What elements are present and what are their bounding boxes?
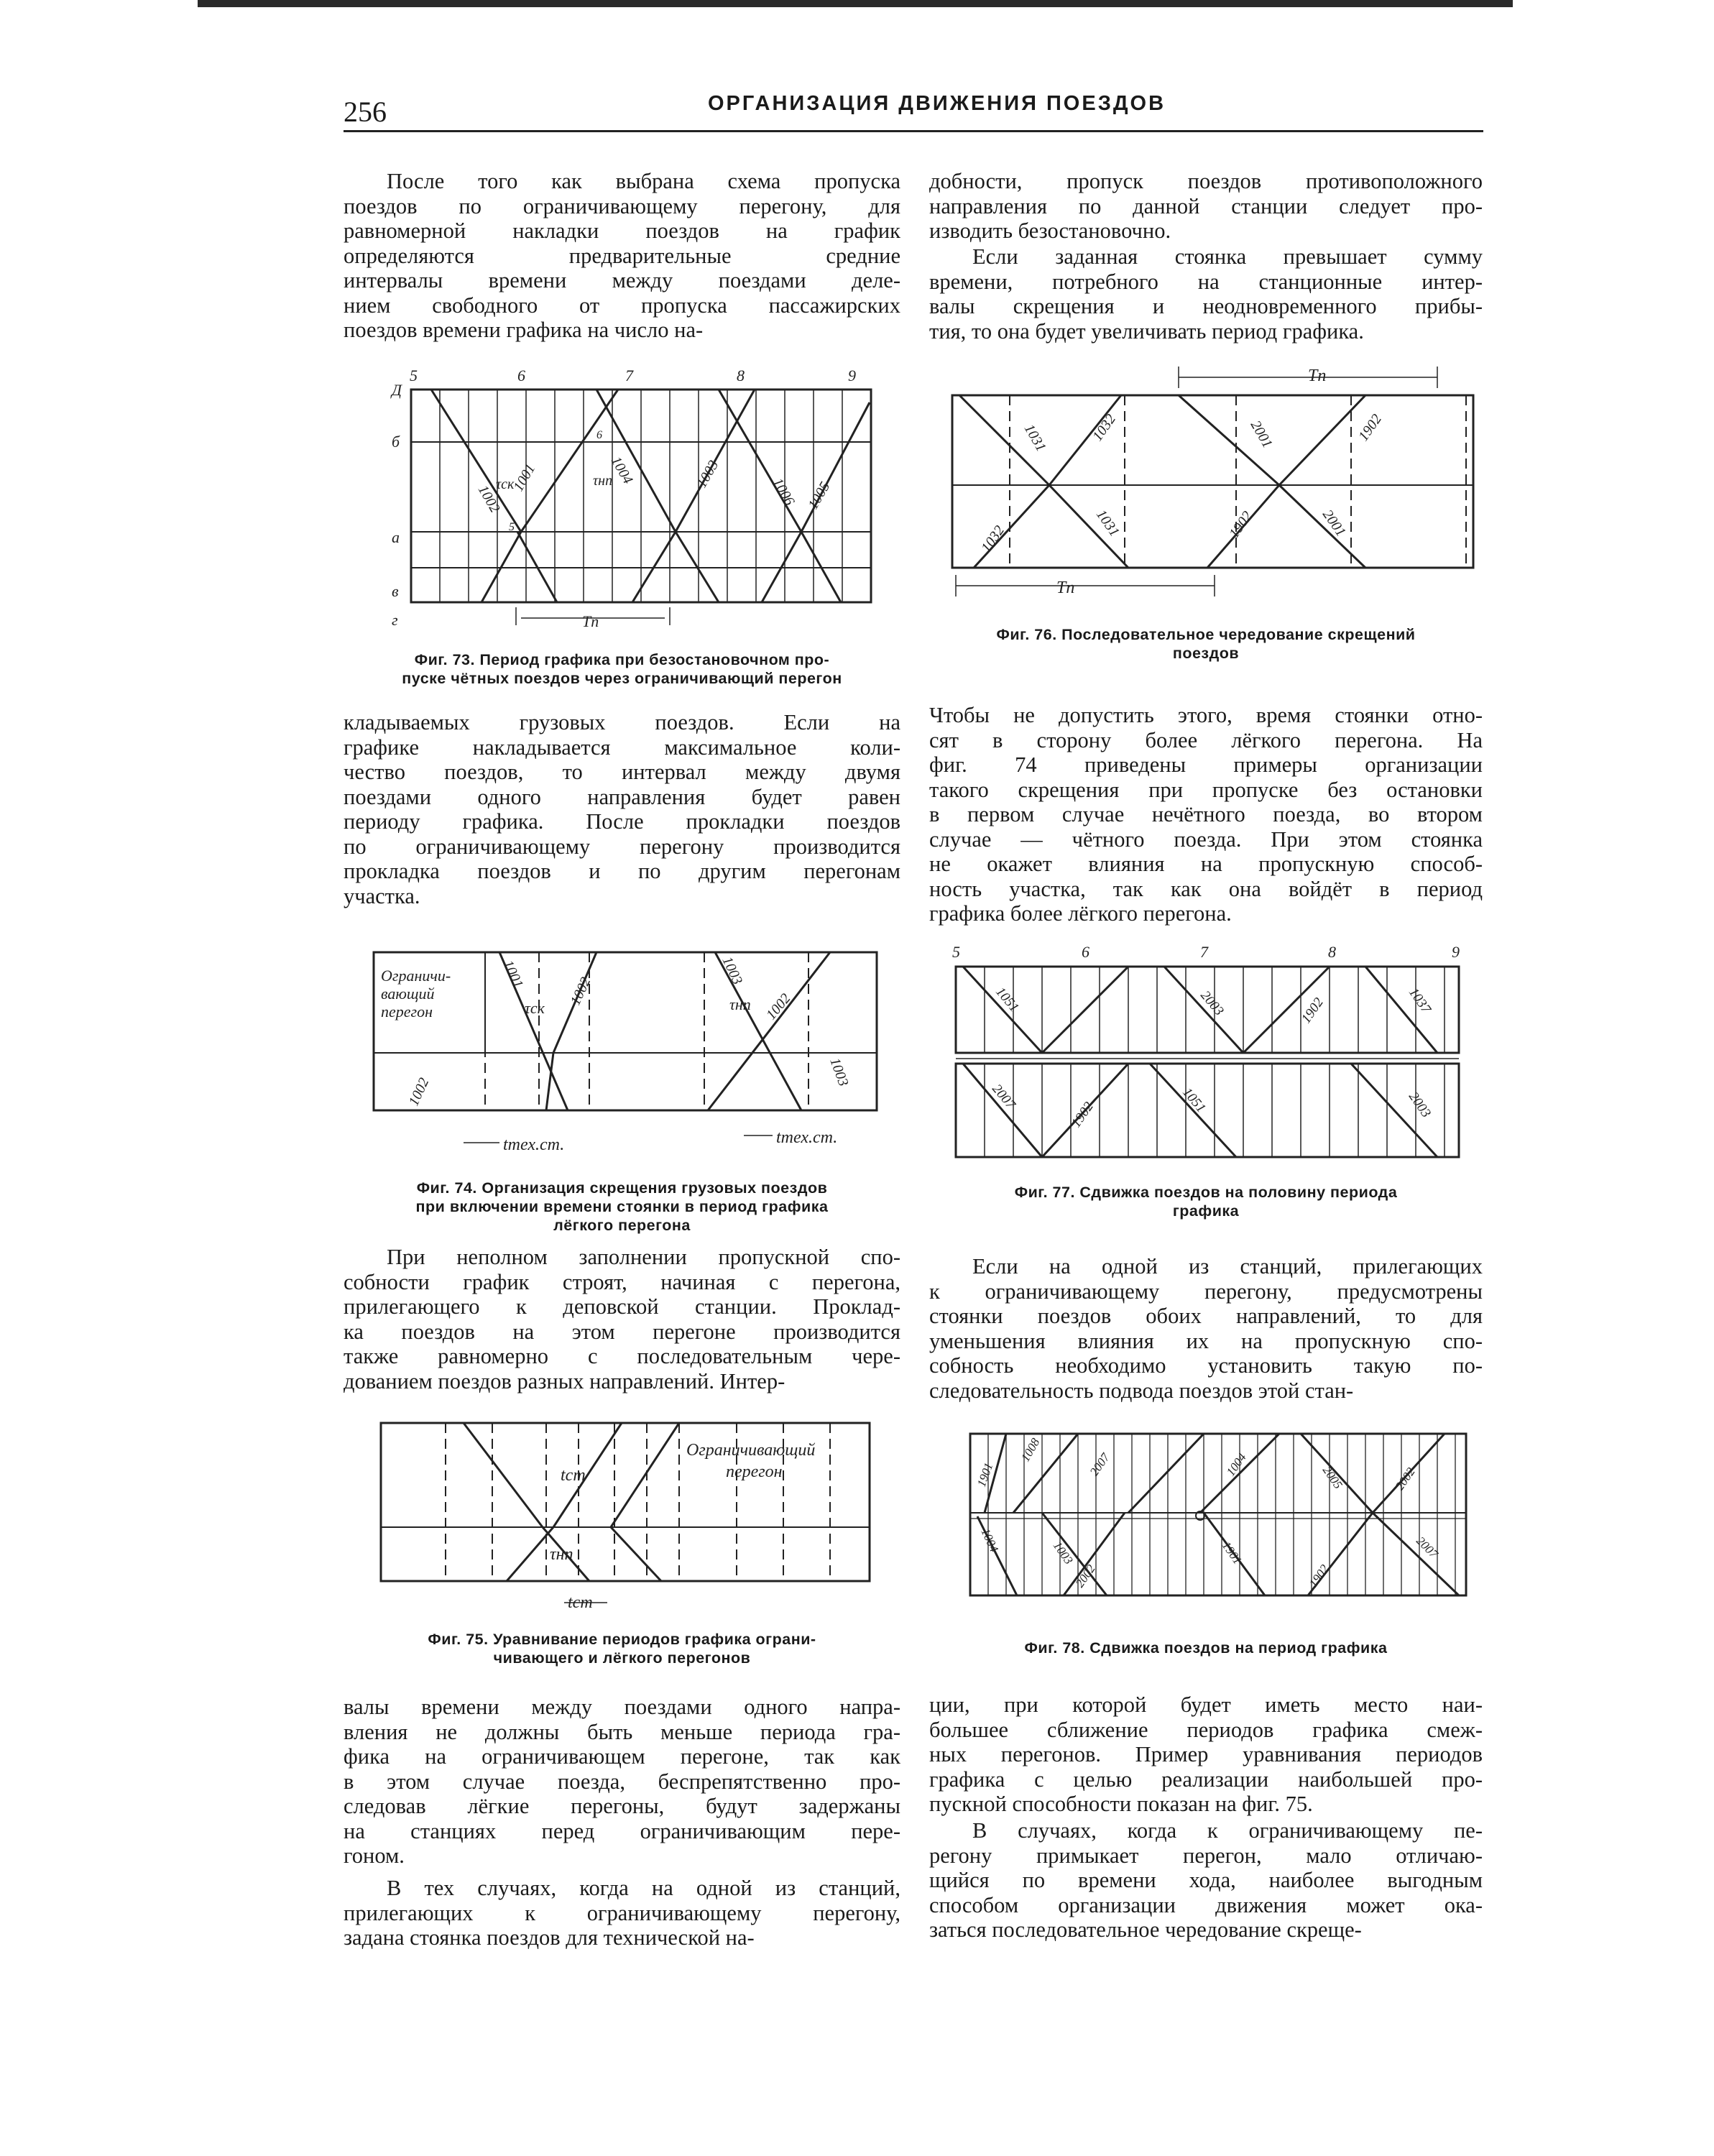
left-paragraph-2 [344, 710, 900, 908]
fig76-train-2001-a: 2001 [1247, 418, 1276, 451]
fig78-train-1901-b: 1901 [1219, 1539, 1245, 1567]
fig77-train-1902-b: 1902 [1068, 1099, 1097, 1130]
fig78-train-2007-a: 2007 [1087, 1450, 1112, 1479]
text-line: большее сближение периодов графика смеж- [929, 1717, 1483, 1742]
left-paragraph-1 [344, 169, 900, 343]
fig78-train-1004-a: 1004 [1223, 1450, 1249, 1479]
fig78-train-1003: 1003 [1050, 1539, 1076, 1567]
fig74-tau-np: τнп [729, 995, 751, 1013]
right-paragraph-3 [929, 703, 1483, 926]
right-paragraph-4 [929, 1254, 1483, 1403]
text-line: При неполном заполнении пропускной спо- [387, 1245, 900, 1269]
fig73-train-1006: 1006 [769, 475, 798, 509]
fig73-train-1005: 1005 [805, 479, 834, 512]
fig73-train-1002: 1002 [474, 482, 503, 516]
left-paragraph-3 [344, 1245, 900, 1393]
fig77-train-2007: 2007 [989, 1081, 1018, 1112]
text-line: задана стоянка поездов для технической на- [344, 1925, 755, 1950]
text-line: ных перегонов. Пример уравнивания периодов [929, 1742, 1483, 1766]
text-line: сят в сторону более лёгкого перегона. На [929, 727, 1483, 752]
fig74-train-1002-a: 1002 [567, 975, 594, 1008]
text-line: при включении времени стоянки в период графика [415, 1198, 829, 1215]
fig73-mark-6: 6 [596, 429, 602, 441]
fig75-diagram [377, 1419, 880, 1621]
text-line: валы времени между поездами одного напра- [344, 1695, 900, 1719]
text-line: ции, при которой будет иметь место наи- [929, 1692, 1483, 1717]
fig77-train-2003-b: 2003 [1405, 1089, 1434, 1120]
text-line: такого скрещения при пропуске без остановки [929, 777, 1483, 802]
fig77-hour-8: 8 [1328, 943, 1336, 961]
fig73-station-b: б [392, 433, 400, 451]
text-line: прилегающего к деповской станции. Проклад- [344, 1294, 900, 1319]
fig73-tau-np: τнп [593, 473, 613, 489]
fig73-station-a: а [392, 528, 400, 546]
fig73-hour-6: 6 [517, 367, 525, 384]
fig77-hour-9: 9 [1452, 943, 1460, 961]
fig73-tau-ck: τск [496, 476, 515, 492]
fig77-caption [929, 1183, 1483, 1220]
text-line: на станциях перед ограничивающим пере- [344, 1818, 900, 1843]
fig77-train-1902-a: 1902 [1298, 995, 1327, 1026]
fig74-box-line-1: Ограничи- [381, 967, 451, 985]
text-line: уменьшения влияния их на пропускную спо- [929, 1328, 1483, 1353]
right-paragraph-2 [929, 244, 1483, 344]
text-line: собности график строят, начиная с перегона, [344, 1269, 900, 1294]
right-paragraph-6 [929, 1818, 1483, 1943]
fig78-train-1004-b: 1004 [978, 1526, 1001, 1554]
fig77-train-1051-b: 1051 [1179, 1084, 1209, 1116]
text-line: фиг. 74 приведены примеры организации [929, 752, 1483, 777]
fig76-train-1902-b: 1902 [1226, 508, 1256, 541]
fig78-diagram [963, 1427, 1473, 1606]
text-line: В тех случаях, когда на одной из станций, [387, 1876, 900, 1900]
text-line: фика на ограничивающем перегоне, так как [344, 1744, 900, 1769]
fig73-period: Tп [582, 612, 599, 630]
fig73-train-1001: 1001 [510, 461, 539, 494]
text-line: направления по данной станции следует про- [929, 193, 1483, 218]
fig73-mark-5: 5 [509, 521, 515, 533]
text-line: случае — чётного поезда. При этом стоянка [929, 826, 1483, 852]
text-line: графика [1172, 1202, 1240, 1220]
fig76-train-1031-b: 1031 [1092, 507, 1123, 540]
fig78-train-2005: 2005 [1319, 1463, 1345, 1492]
text-line: После того как выбрана схема пропуска [387, 169, 900, 193]
fig76-period-top: Tп [1308, 367, 1327, 385]
page-top-edge [198, 0, 1513, 7]
text-line: участка. [344, 883, 420, 908]
text-line: прилегающих к ограничивающему перегону, [344, 1900, 900, 1925]
text-line: нием свободного от пропуска пассажирских [344, 292, 900, 318]
fig77-hour-7: 7 [1200, 943, 1208, 961]
text-line: В случаях, когда к ограничивающему пе- [972, 1818, 1483, 1843]
fig73-station-g: г [392, 611, 398, 629]
fig77-hour-6: 6 [1082, 943, 1089, 961]
text-line: щийся по времени хода, наиболее выгодным [929, 1868, 1483, 1892]
fig75-caption [344, 1630, 900, 1667]
text-line: равномерной накладки поездов на график [344, 218, 900, 243]
fig78-train-1008: 1008 [1018, 1436, 1043, 1464]
text-line: периоду графика. После прокладки поездов [344, 809, 900, 834]
text-line: графика с целью реализации наибольшей про- [929, 1766, 1483, 1792]
text-line: интервалы времени между поездами деле- [344, 268, 900, 292]
text-line: чество поездов, то интервал между двумя [344, 760, 900, 784]
fig78-train-2002-a: 2002 [1392, 1465, 1418, 1493]
text-line: к ограничивающему перегону, предусмотрены [929, 1279, 1483, 1304]
fig73-caption [344, 650, 900, 688]
text-line: регону примыкает перегон, мало отличаю- [929, 1843, 1483, 1868]
text-line: Фиг. 77. Сдвижка поездов на половину периода [1014, 1184, 1398, 1201]
text-line: способом организации движения может ока- [929, 1892, 1483, 1917]
text-line: Фиг. 74. Организация скрещения грузовых поездов [416, 1179, 828, 1197]
fig75-box-line-1: Ограничивающий [686, 1441, 816, 1460]
fig76-train-2001-b: 2001 [1319, 507, 1349, 540]
text-line: ность участка, так как она войдёт в период [929, 876, 1483, 901]
text-line: изводить безостановочно. [929, 218, 1171, 243]
fig73-station-d: Д [392, 381, 402, 399]
text-line: следовательность подвода поездов этой стан- [929, 1378, 1354, 1403]
fig74-box-line-3: перегон [381, 1003, 433, 1021]
text-line: в этом случае поезда, беспрепятственно про- [344, 1769, 900, 1794]
text-line: заться последовательное чередование скреще- [929, 1917, 1362, 1942]
fig76-train-1902-a: 1902 [1355, 411, 1386, 444]
text-line: Фиг. 73. Период графика при безостановочном про- [414, 651, 830, 668]
text-line: прокладка поездов и по другим перегонам [344, 859, 900, 883]
text-line: поездов времени графика на число на- [344, 318, 704, 342]
text-line: ка поездов на этом перегоне производится [344, 1319, 900, 1344]
right-paragraph-5 [929, 1692, 1483, 1817]
fig74-train-1003-a: 1003 [719, 954, 746, 987]
fig78-train-2002-b: 2002 [1072, 1562, 1098, 1590]
fig74-t-tex-1: tтех.ст. [503, 1135, 565, 1154]
fig77-hour-5: 5 [952, 943, 960, 961]
text-line: также равномерно с последовательным чере- [344, 1344, 900, 1368]
fig76-train-1031-a: 1031 [1020, 421, 1049, 455]
text-line: поездов [1172, 645, 1240, 662]
fig76-period-bottom: Tп [1056, 579, 1075, 597]
text-line: времени, потребного на станционные интер- [929, 269, 1483, 294]
text-line: валы скрещения и неодновременного прибы- [929, 294, 1483, 318]
text-line: не окажет влияния на пропускную способ- [929, 852, 1483, 876]
fig75-t-st-bottom: tст [568, 1593, 593, 1612]
text-line: Фиг. 78. Сдвижка поездов на период графика [1024, 1639, 1388, 1657]
text-line: поездами одного направления будет равен [344, 784, 900, 809]
fig75-tau-np: τнп [550, 1545, 573, 1564]
fig74-train-1003-b: 1003 [826, 1056, 852, 1089]
left-paragraph-4 [344, 1695, 900, 1869]
fig76-train-1032-a: 1032 [1089, 411, 1120, 444]
fig74-box-line-2: вающий [381, 985, 435, 1003]
fig78-train-2007-b: 2007 [1414, 1534, 1441, 1561]
fig73-train-1004: 1004 [607, 453, 636, 487]
fig75-box-line-2: перегон [726, 1462, 783, 1481]
fig77-train-2003-a: 2003 [1197, 987, 1227, 1019]
right-paragraph-1 [929, 169, 1483, 244]
text-line: поездов по ограничивающему перегону, для [344, 193, 900, 218]
text-line: следовав лёгкие перегоны, будут задержаны [344, 1794, 900, 1818]
fig76-train-1032-b: 1032 [978, 522, 1008, 556]
text-line: определяются предварительные средние [344, 243, 900, 268]
text-line: по ограничивающему перегону производится [344, 834, 900, 859]
fig78-train-1901-a: 1901 [974, 1460, 996, 1489]
text-line: лёгкого перегона [553, 1217, 691, 1234]
fig76-caption [929, 625, 1483, 663]
text-line: тия, то она будет увеличивать период графика. [929, 318, 1364, 344]
text-line: пускной способности показан на фиг. 75. [929, 1792, 1313, 1816]
text-line: Фиг. 76. Последовательное чередование скрещений [996, 626, 1416, 643]
header-rule [344, 130, 1483, 132]
fig73-hour-8: 8 [737, 367, 745, 384]
text-line: графике накладывается максимальное коли- [344, 734, 900, 760]
text-line: кладываемых грузовых поездов. Если на [344, 710, 900, 734]
fig74-tau-ck: τск [525, 999, 545, 1017]
text-line: пуске чётных поездов через ограничивающий перегон [402, 670, 842, 687]
fig74-train-1001: 1001 [499, 957, 527, 991]
text-line: Фиг. 75. Уравнивание периодов графика ограни- [428, 1631, 816, 1648]
page-number: 256 [344, 96, 387, 128]
fig77-diagram [934, 941, 1473, 1171]
fig77-train-1037: 1037 [1405, 985, 1434, 1016]
text-line: чивающего и лёгкого перегонов [493, 1649, 751, 1667]
text-line: собность необходимо установить такую по- [929, 1353, 1483, 1378]
fig75-t-st-top: tст [561, 1466, 586, 1485]
text-line: дованием поездов разных направлений. Интер- [344, 1368, 785, 1393]
fig74-train-1002-b: 1002 [405, 1075, 433, 1109]
fig73-station-v: в [392, 582, 399, 600]
text-line: графика более лёгкого перегона. [929, 901, 1232, 926]
text-line: вления не должны быть меньше периода гра- [344, 1719, 900, 1744]
text-line: стоянки поездов обоих направлений, то для [929, 1304, 1483, 1328]
fig73-hour-7: 7 [625, 367, 633, 384]
fig78-caption [929, 1639, 1483, 1657]
text-line: добности, пропуск поездов противоположного [929, 169, 1483, 193]
fig76-diagram [934, 356, 1480, 614]
fig74-train-1002-c: 1002 [762, 990, 794, 1023]
text-line: в первом случае нечётного поезда, во втором [929, 802, 1483, 826]
text-line: Чтобы не допустить этого, время стоянки отно- [929, 703, 1483, 727]
running-title: ОРГАНИЗАЦИЯ ДВИЖЕНИЯ ПОЕЗДОВ [708, 92, 1166, 115]
fig74-caption [344, 1179, 900, 1235]
fig74-diagram [370, 941, 888, 1171]
fig73-hour-9: 9 [848, 367, 856, 384]
left-paragraph-5 [344, 1876, 900, 1950]
fig73-diagram [381, 367, 877, 632]
fig77-train-1051-a: 1051 [992, 984, 1022, 1015]
fig74-t-tex-2: tтех.ст. [776, 1128, 838, 1147]
fig78-train-1902: 1902 [1306, 1562, 1332, 1590]
fig73-hour-5: 5 [410, 367, 418, 384]
text-line: Если на одной из станций, прилегающих [972, 1254, 1483, 1279]
fig73-train-1003: 1003 [694, 457, 722, 491]
text-line: Если заданная стоянка превышает сумму [972, 244, 1483, 269]
text-line: гоном. [344, 1843, 405, 1868]
